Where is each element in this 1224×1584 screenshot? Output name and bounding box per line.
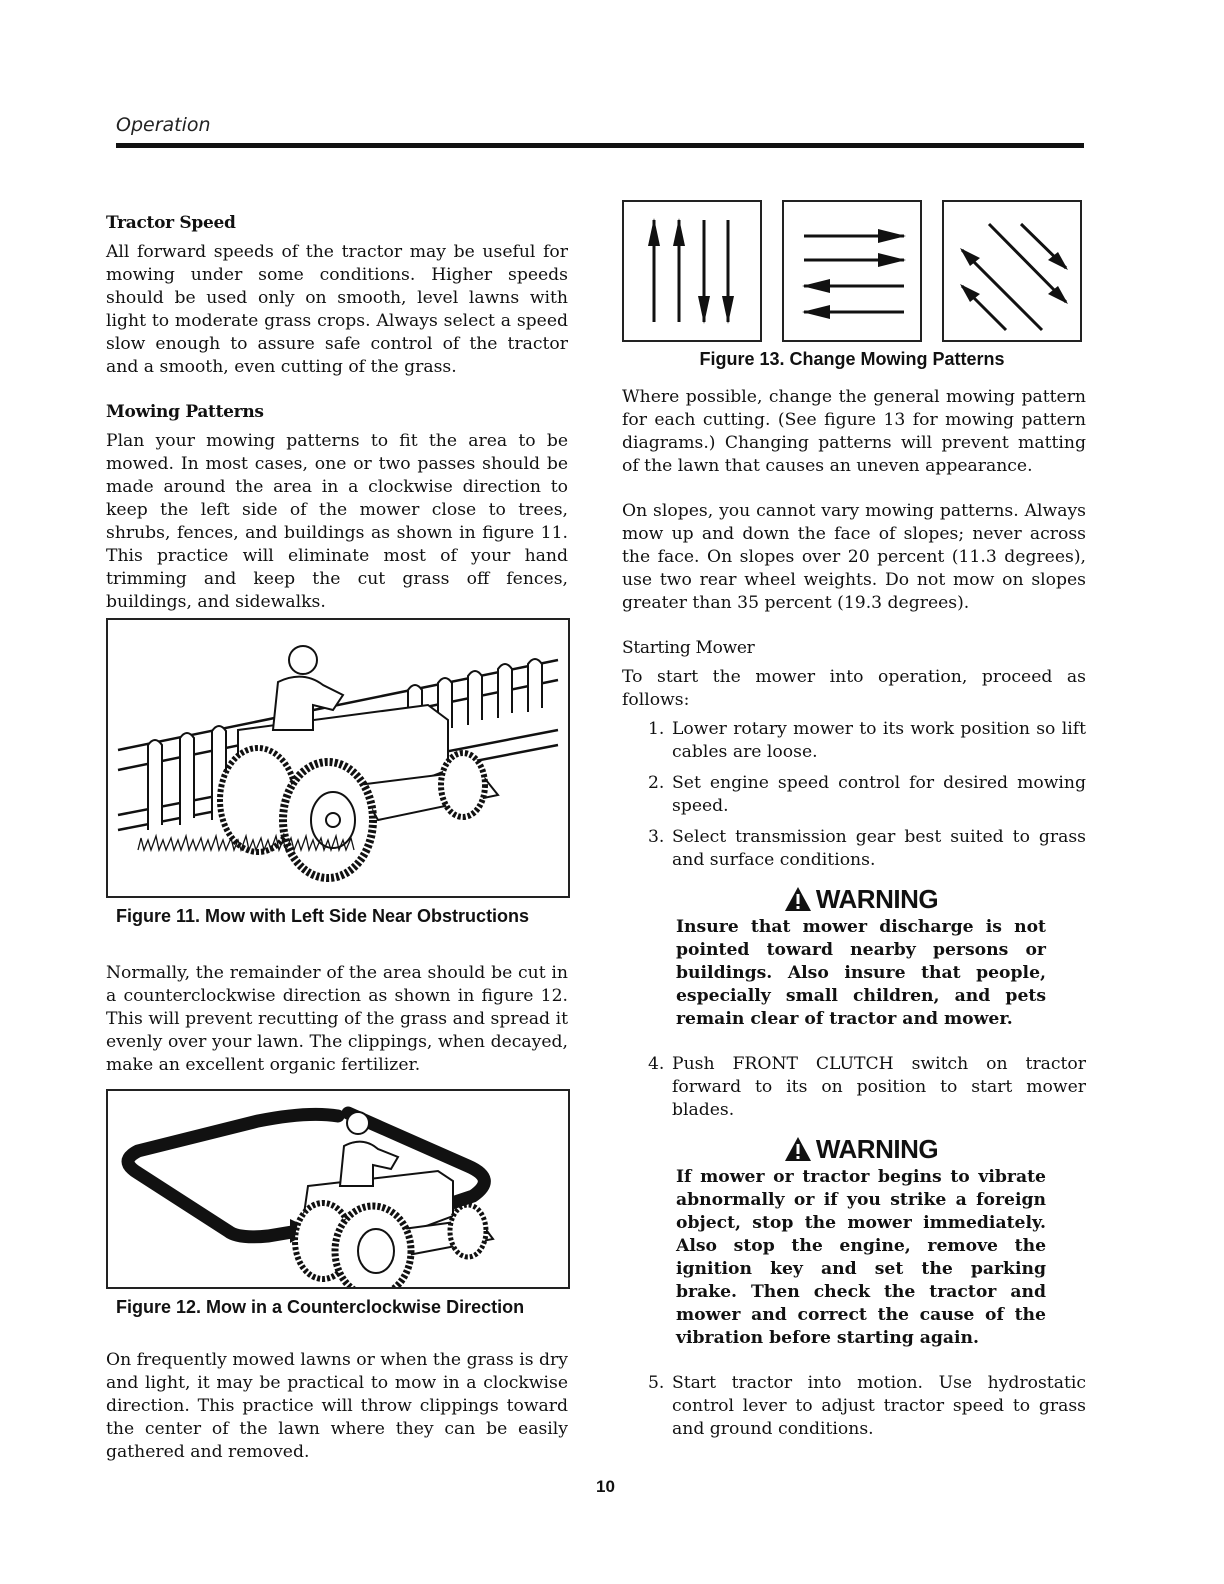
step-item bbox=[622, 826, 1086, 872]
step-number: 4. bbox=[648, 1054, 665, 1074]
warning-title: WARNING bbox=[815, 1133, 939, 1164]
warning-box bbox=[676, 1133, 1046, 1350]
warning-box bbox=[676, 883, 1046, 1031]
starting-mower-heading: Starting Mower bbox=[622, 638, 755, 658]
counterclockwise-paragraph: Normally, the remainder of the area should be cut in a counterclockwise direction as shown in figure 12. This will prevent recutting of the grass and spread it evenly over your lawn. The clippings, when decayed, make an excellent organic fertilizer. bbox=[106, 963, 568, 1075]
figure-13 bbox=[622, 200, 1082, 370]
slopes-paragraph: On slopes, you cannot vary mowing patterns. Always mow up and down the face of slopes; never across the face. On slopes over 20 percent (11.3 degrees), use two rear wheel weights. Do not mow on slopes greater than 35 percent (19.3 degrees). bbox=[622, 501, 1086, 613]
tractor-speed-section bbox=[106, 212, 568, 379]
figure-12 bbox=[106, 1089, 568, 1319]
warning-header bbox=[676, 1133, 1046, 1164]
figure-11 bbox=[106, 618, 568, 928]
starting-mower-intro: To start the mower into operation, proceed as follows: bbox=[622, 667, 1086, 710]
vertical-pattern-box bbox=[622, 200, 762, 342]
header-rule bbox=[116, 143, 1084, 148]
step-item bbox=[622, 1372, 1086, 1441]
step-item bbox=[622, 772, 1086, 818]
clockwise-paragraph: On frequently mowed lawns or when the grass is dry and light, it may be practical to mow in a clockwise direction. This practice will throw clippings toward the center of the lawn where they can be easily gathered and removed. bbox=[106, 1350, 568, 1462]
step-number: 2. bbox=[648, 773, 665, 793]
figure-12-caption: Figure 12. Mow in a Counterclockwise Direction bbox=[116, 1297, 525, 1317]
mowing-patterns-section bbox=[106, 401, 568, 614]
warning-title: WARNING bbox=[815, 883, 939, 914]
starting-steps-list bbox=[622, 718, 1086, 872]
figure-13-pattern-boxes bbox=[622, 200, 1082, 342]
step-number: 3. bbox=[648, 827, 665, 847]
figure-11-illustration bbox=[106, 618, 570, 898]
starting-mower-section bbox=[622, 637, 1086, 1441]
step-text: Push FRONT CLUTCH switch on tractor forward to its on position to start mower blades. bbox=[672, 1054, 1086, 1120]
page-number: 10 bbox=[596, 1477, 615, 1496]
horizontal-pattern-box bbox=[782, 200, 922, 342]
step-number: 5. bbox=[648, 1373, 665, 1393]
tractor-speed-heading: Tractor Speed bbox=[106, 213, 236, 233]
tractor-fence-illustration-icon bbox=[108, 620, 568, 896]
step-item bbox=[622, 718, 1086, 764]
step-text: Lower rotary mower to its work position so lift cables are loose. bbox=[672, 719, 1086, 762]
change-patterns-paragraph: Where possible, change the general mowing pattern for each cutting. (See figure 13 for mowing pattern diagrams.) Changing patterns will prevent matting of the lawn that causes an uneven appearance. bbox=[622, 387, 1086, 476]
mowing-patterns-heading: Mowing Patterns bbox=[106, 402, 264, 422]
step-text: Set engine speed control for desired mowing speed. bbox=[672, 773, 1086, 816]
diagonal-pattern-box bbox=[942, 200, 1082, 342]
step-text: Start tractor into motion. Use hydrostatic control lever to adjust tractor speed to grass and ground conditions. bbox=[672, 1373, 1086, 1439]
starting-steps-list-final bbox=[622, 1372, 1086, 1441]
figure-12-illustration bbox=[106, 1089, 570, 1289]
left-column bbox=[106, 212, 568, 1464]
warning-triangle-icon bbox=[784, 1136, 812, 1162]
page-header-label: Operation bbox=[116, 114, 211, 136]
vertical-arrows-icon bbox=[624, 202, 760, 340]
figure-11-caption: Figure 11. Mow with Left Side Near Obstructions bbox=[116, 906, 530, 926]
starting-steps-list-continued bbox=[622, 1053, 1086, 1122]
step-item bbox=[622, 1053, 1086, 1122]
counterclockwise-arrow-illustration-icon bbox=[108, 1091, 568, 1287]
figure-13-caption: Figure 13. Change Mowing Patterns bbox=[699, 349, 1005, 369]
mowing-patterns-body: Plan your mowing patterns to fit the area to be mowed. In most cases, one or two passes should be made around the area in a clockwise direction to keep the left side of the mower close to trees, shrubs, fences, and buildings as shown in figure 11. This practice will eliminate most of your hand trimming and keep the cut grass off fences, buildings, and sidewalks. bbox=[106, 431, 568, 612]
step-text: Select transmission gear best suited to grass and surface conditions. bbox=[672, 827, 1086, 870]
right-column bbox=[622, 386, 1086, 1449]
step-number: 1. bbox=[648, 719, 665, 739]
horizontal-arrows-icon bbox=[784, 202, 920, 340]
warning-triangle-icon bbox=[784, 886, 812, 912]
warning-header bbox=[676, 883, 1046, 914]
diagonal-arrows-icon bbox=[944, 202, 1080, 340]
warning-text: If mower or tractor begins to vibrate abnormally or if you strike a foreign object, stop the mower immediately. Also stop the engine, remove the ignition key and set the parking brake. Then check the tractor and mower and correct the cause of the vibration before starting again. bbox=[676, 1167, 1046, 1348]
tractor-speed-body: All forward speeds of the tractor may be useful for mowing under some conditions. Higher speeds should be used only on smooth, level lawns with light to moderate grass crops. Always select a speed slow enough to assure safe control of the tractor and a smooth, even cutting of the grass. bbox=[106, 242, 568, 377]
warning-text: Insure that mower discharge is not pointed toward nearby persons or buildings. Also insure that people, especially small children, and pets remain clear of tractor and mower. bbox=[676, 917, 1046, 1029]
